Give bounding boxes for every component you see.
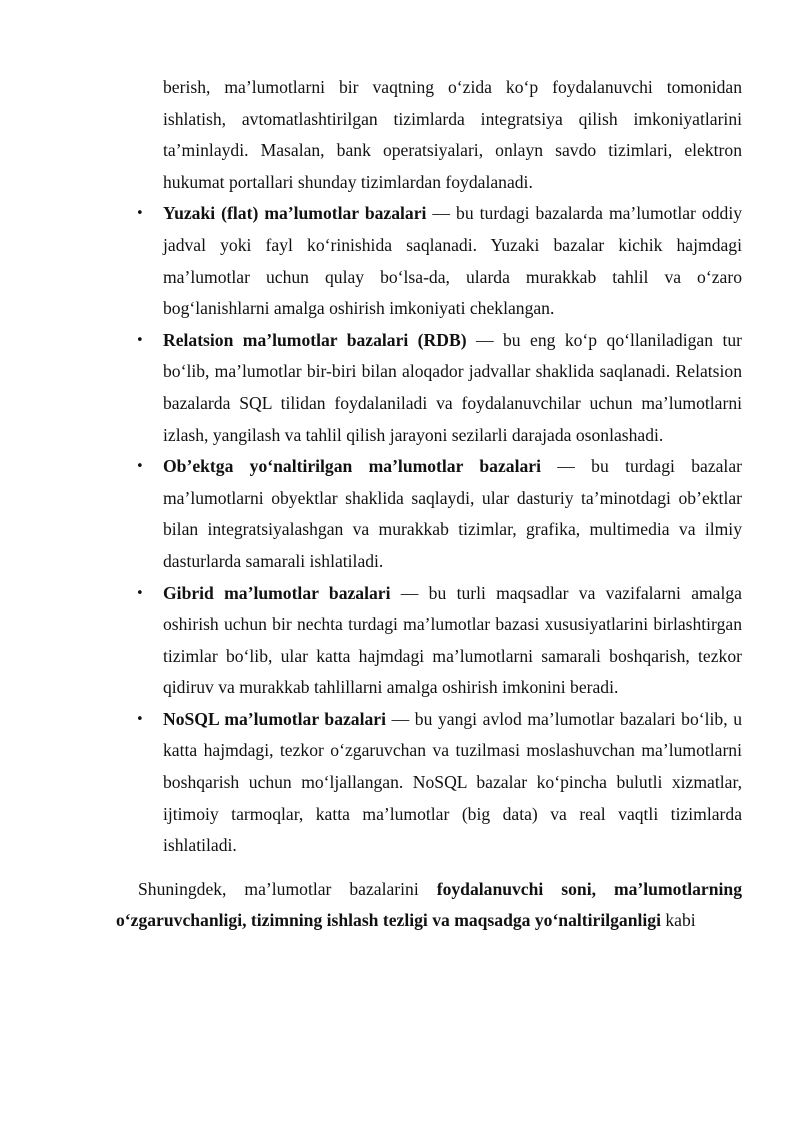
list-item-text: — bu turli maqsadlar va vazifalarni amalga oshirish uchun bir nechta turdagi ma’lumotlar bazasi xususiyatlarini birlashtirgan tizimlar bo‘lib, ular katta hajmdagi ma’lumotlarni samarali boshqarish, tezkor qidiruv va murakkab tahlillarni amalga oshirish imkonini beradi.	[163, 582, 742, 698]
intro-continuation-paragraph: berish, ma’lumotlarni bir vaqtning o‘zida ko‘p foydalanuvchi tomonidan ishlatish, avtomatlashtirilgan tizimlarda integratsiya qilish imkoniyatlarini ta’minlaydi. Masalan, bank operatsiyalari, onlayn savdo tizimlari, elektron hukumat portallari shunday tizimlardan foydalanadi.	[163, 77, 742, 192]
bullet-icon: •	[136, 585, 144, 601]
list-item-text: — bu turdagi bazalar ma’lumotlarni obyektlar shaklida saqlaydi, ular dasturiy ta’minotdagi ob’ektlar bilan integratsiyalashgan va murakkab tizimlar, grafika, multimedia va ilmiy dasturlarda samarali ishlatiladi.	[163, 456, 742, 571]
list-item-term: Relatsion ma’lumotlar bazalari (RDB)	[163, 329, 467, 350]
closing-prefix: Shuningdek, ma’lumotlar bazalarini	[138, 878, 437, 899]
list-item-text: — bu turdagi bazalarda ma’lumotlar oddiy jadval yoki fayl ko‘rinishida saqlanadi. Yuzaki bazalar kichik hajmdagi ma’lumotlar uchun qulay bo‘lsa-da, ularda murakkab tahlil va o‘zaro bog‘lanishlarni amalga oshirish imkoniyati cheklangan.	[163, 203, 743, 319]
closing-paragraph	[116, 874, 742, 937]
bullet-icon: •	[136, 711, 144, 727]
list-item-term: Yuzaki (flat) ma’lumotlar bazalari	[163, 203, 427, 224]
list-item-text: — bu eng ko‘p qo‘llaniladigan tur bo‘lib, ma’lumotlar bir-biri bilan aloqador jadvallar shaklida saqlanadi. Relatsion bazalarda SQL tilidan foydalaniladi va foydalanuvchilar uchun ma’lumotlarni izlash, yangilash va tahlil qilish jarayoni sezilarli darajada osonlashadi.	[163, 329, 742, 445]
list-item	[116, 325, 742, 451]
list-item-term: NoSQL ma’lumotlar bazalari	[163, 708, 386, 729]
bullet-icon: •	[136, 332, 144, 348]
bullet-icon: •	[136, 206, 144, 222]
list-item	[116, 704, 742, 862]
bullet-icon: •	[136, 459, 144, 475]
database-types-list	[116, 198, 742, 861]
closing-bold-criteria: foydalanuvchi soni, ma’lumotlarning o‘zgaruvchanligi, tizimning ishlash tezligi va maqsadga yo‘naltirilganligi	[116, 878, 742, 931]
list-item	[116, 578, 742, 704]
list-item-term: Ob’ektga yo‘naltirilgan ma’lumotlar bazalari	[163, 456, 541, 477]
closing-suffix: kabi	[660, 910, 696, 931]
document-body	[116, 72, 742, 937]
list-item	[116, 198, 742, 324]
list-item-text: — bu yangi avlod ma’lumotlar bazalari bo‘lib, u katta hajmdagi, tezkor o‘zgaruvchan va tuzilmasi moslashuvchan ma’lumotlarni boshqarish uchun mo‘ljallangan. NoSQL bazalar ko‘pincha bulutli xizmatlar, ijtimoiy tarmoqlar, katta ma’lumotlar (big data) va real vaqtli tizimlarda ishlatiladi.	[163, 708, 742, 856]
list-item-term: Gibrid ma’lumotlar bazalari	[163, 582, 391, 603]
list-item	[116, 451, 742, 577]
